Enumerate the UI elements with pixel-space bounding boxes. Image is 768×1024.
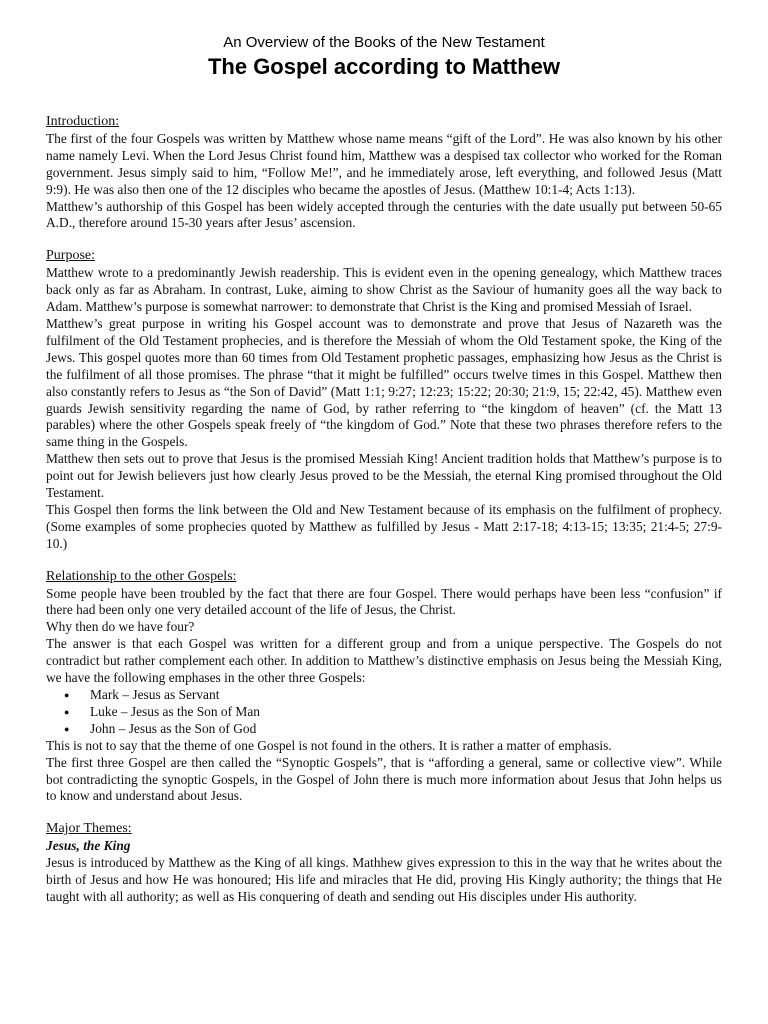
introduction-paragraph-1: The first of the four Gospels was written by Matthew whose name means “gift of the Lord”. He was also known by his other name namely Levi. When the Lord Jesus Christ found him, Matthew was a despised tax collector who worked for the Roman government. Jesus simply said to him, “Follow Me!”, and he immediately arose, left everything, and followed Jesus (Matt 9:9). He was also then one of the 12 disciples who became the apostles of Jesus. (Matthew 10:1-4; Acts 1:13). <box>46 130 722 197</box>
section-heading-relationship: Relationship to the other Gospels: <box>46 568 237 584</box>
list-item: ● Mark – Jesus as Servant <box>90 687 722 704</box>
purpose-paragraph-1: Matthew wrote to a predominantly Jewish readership. This is evident even in the opening genealogy, which Matthew traces back only as far as Abraham. In contrast, Luke, aiming to show Christ as the Saviour of humanity goes all the way back to Adam. Matthew’s purpose is somewhat narrower: to demonstrate that Christ is the King and promised Messiah of Israel. <box>46 265 722 315</box>
relationship-paragraph-5: The first three Gospel are then called the “Synoptic Gospels”, that is “affording a general, same or collective view”. While bot contradicting the synoptic Gospels, in the Gospel of John there is much more information about Jesus that John helps us to know and understand about Jesus. <box>46 754 722 804</box>
purpose-paragraph-4: This Gospel then forms the link between the Old and New Testament because of its emphasis on the fulfilment of prophecy. (Some examples of some prophecies quoted by Matthew as fulfilled by Jesus - Matt 2:17-18; 4:13-15; 13:35; 21:4-5; 27:9-10.) <box>46 501 722 551</box>
theme-subheading: Jesus, the King <box>46 838 131 854</box>
document-supertitle: An Overview of the Books of the New Testament <box>223 34 545 51</box>
relationship-paragraph-2: Why then do we have four? <box>46 619 195 635</box>
document-title: The Gospel according to Matthew <box>207 54 561 79</box>
section-heading-introduction: Introduction: <box>46 114 120 129</box>
gospel-emphases-list <box>46 687 722 738</box>
purpose-paragraph-3: Matthew then sets out to prove that Jesus is the promised Messiah King! Ancient tradition holds that Matthew’s purpose is to point out for Jewish believers just how clearly Jesus proved to be the Messiah, the eternal King promised throughout the Old Testament. <box>46 451 722 501</box>
section-heading-purpose: Purpose: <box>46 248 95 264</box>
themes-paragraph-1: Jesus is introduced by Matthew as the King of all kings. Mathhew gives expression to this in the way that he writes about the birth of Jesus and how He was honoured; His life and miracles that He did, proving His Kingly authority; the things that He taught with all authority; as well as His conquering of death and sending out His disciples under His authority. <box>46 855 722 904</box>
document-body <box>46 114 722 906</box>
purpose-paragraph-2: Matthew’s great purpose in writing his Gospel account was to demonstrate and prove that Jesus of Nazareth was the fulfilment of the Old Testament prophecies, and is therefore the Messiah of whom the Old Testament spoke, the King of the Jews. This gospel quotes more than 60 times from Old Testament prophetic passages, emphasizing how Jesus as the Christ is the fulfilment of all those promises. The phrase “that it might be fulfilled” occurs twelve times in this Gospel. Matthew then also constantly refers to Jesus as “the Son of David” (Matt 1:1; 9:27; 12:23; 15:22; 20:30; 21:9, 15; 22:42, 45). Matthew even guards Jewish sensitivity regarding the name of God, by rather referring to “the kingdom of heaven” (cf. the Matt 13 parables) where the other Gospels speak freely of “the kingdom of God.” Note that these two phrases therefore refers to the same thing in the Gospels. <box>46 315 722 450</box>
list-item: ● Luke – Jesus as the Son of Man <box>90 704 722 721</box>
relationship-paragraph-4: This is not to say that the theme of one Gospel is not found in the others. It is rather a matter of emphasis. <box>46 737 612 753</box>
list-item: ● John – Jesus as the Son of God <box>90 721 722 738</box>
introduction-paragraph-2: Matthew’s authorship of this Gospel has been widely accepted through the centuries with the date usually put between 50-65 A.D., therefore around 15-30 years after Jesus’ ascension. <box>46 198 722 231</box>
relationship-paragraph-1: Some people have been troubled by the fact that there are four Gospel. There would perhaps have been less “confusion” if there had been only one very detailed account of the life of Jesus, the Christ. <box>46 585 722 618</box>
relationship-paragraph-3: The answer is that each Gospel was written for a different group and from a unique perspective. The Gospels do not contradict but rather complement each other. In addition to Matthew’s distinctive emphasis on Jesus being the Messiah King, we have the following emphases in the other three Gospels: <box>46 636 722 686</box>
section-heading-themes: Major Themes: <box>46 821 132 837</box>
